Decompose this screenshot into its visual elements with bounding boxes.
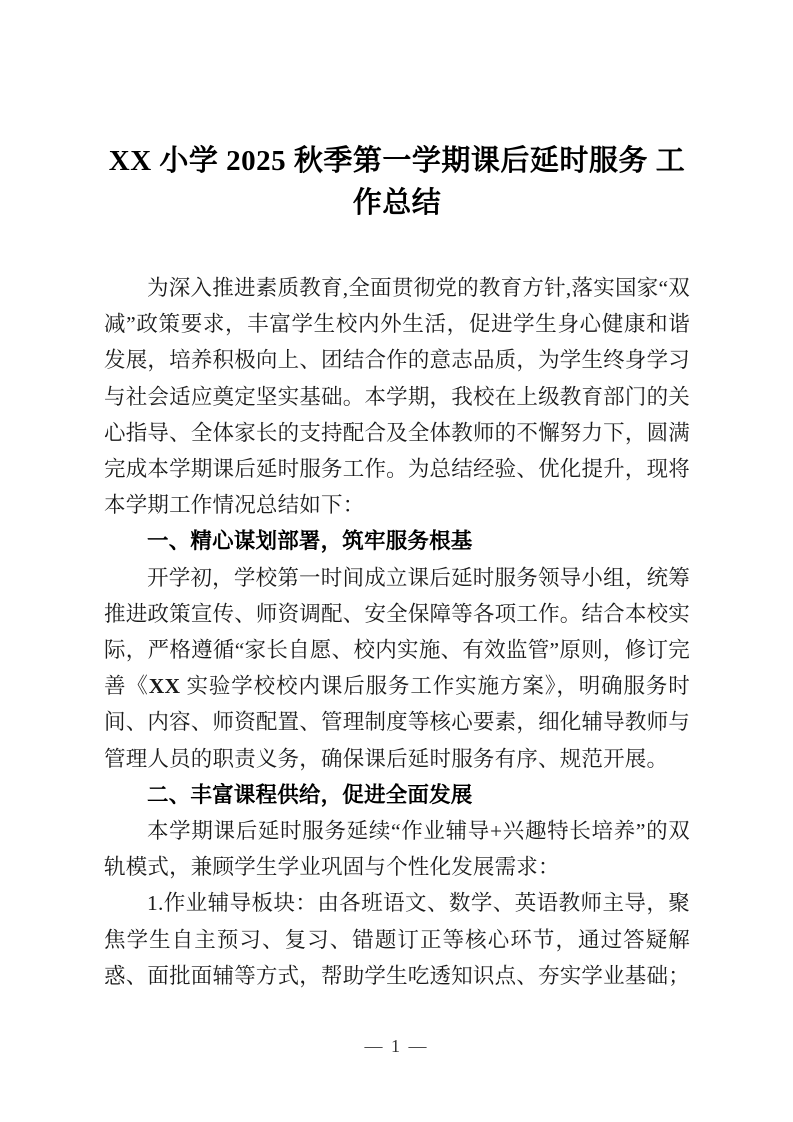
paragraph-section-2-item-1: 1.作业辅导板块：由各班语文、数学、英语教师主导，聚焦学生自主预习、复习、错题订正等核心环节，通过答疑解惑、面批面辅等方式，帮助学生吃透知识点、夯实学业基础；	[104, 891, 690, 988]
document-body	[104, 270, 690, 994]
page-number: — 1 —	[364, 1036, 429, 1056]
page-title	[104, 140, 690, 226]
page-footer	[0, 1036, 793, 1057]
paragraph-intro: 为深入推进素质教育,全面贯彻党的教育方针,落实国家“双减”政策要求，丰富学生校内外生活，促进学生身心健康和谐发展，培养积极向上、团结合作的意志品质，为学生终身学习与社会适应奠定坚实基础。本学期，我校在上级教育部门的关心指导、全体家长的支持配合及全体教师的不懈努力下，圆满完成本学期课后延时服务工作。为总结经验、优化提升，现将本学期工作情况总结如下：	[104, 276, 690, 518]
paragraph-section-1-text-after: 实验学校校内课后服务工作实施方案》，明确服务时间、内容、师资配置、管理制度等核心要素，细化辅导教师与管理人员的职责义务，确保课后延时服务有序、规范开展。	[104, 674, 690, 771]
document-content	[104, 140, 690, 994]
paragraph-section-1-body	[104, 560, 690, 777]
paragraph-section-1-bold-token: XX	[148, 674, 181, 699]
page-title-line-1: XX 小学 2025 秋季第一学期课后延时服务	[108, 145, 648, 177]
paragraph-section-1-text-before: 开学初，学校第一时间成立课后延时服务领导小组，统筹推进政策宣传、师资调配、安全保障等各项工作。结合本校实际，严格遵循“家长自愿、校内实施、有效监管”原则，修订完善《	[104, 565, 690, 699]
paragraph-section-2-body: 本学期课后延时服务延续“作业辅导+兴趣特长培养”的双轨模式，兼顾学生学业巩固与个性化发展需求：	[104, 819, 690, 880]
section-heading-2: 二、丰富课程供给，促进全面发展	[147, 782, 473, 807]
section-heading-1: 一、精心谋划部署，筑牢服务根基	[147, 529, 473, 554]
page-title-line-2: 工作总结	[352, 145, 686, 219]
